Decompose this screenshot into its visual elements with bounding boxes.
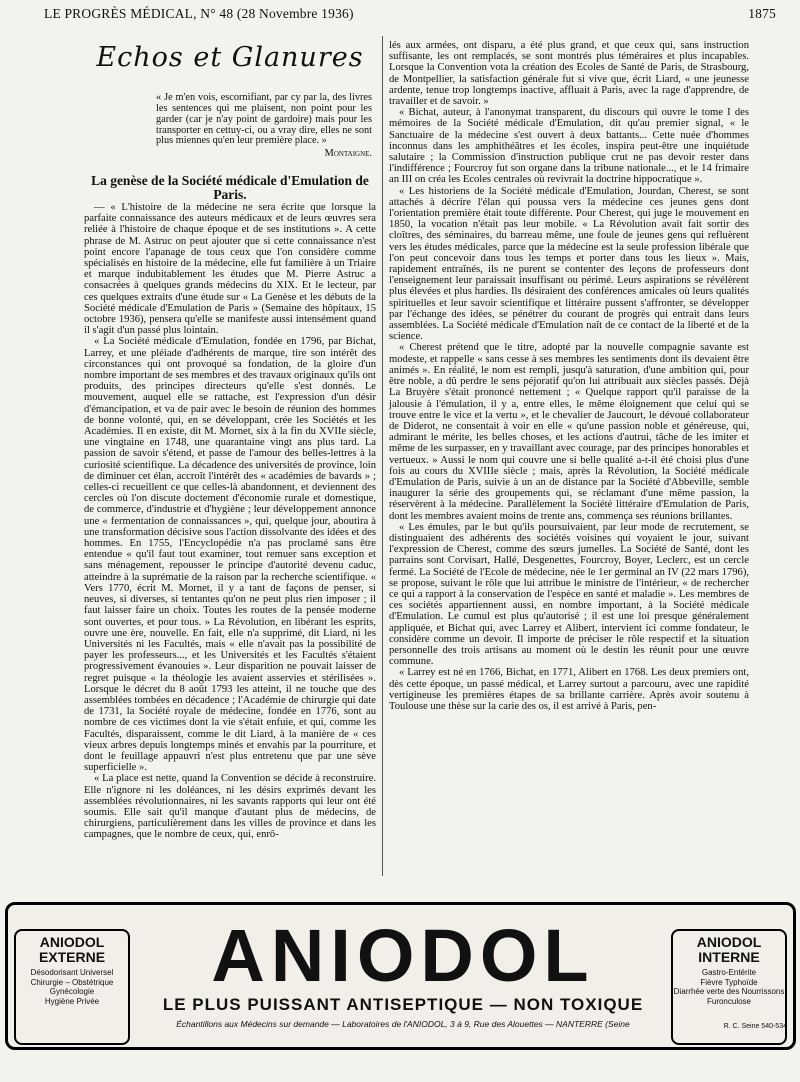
page-number: 1875 bbox=[748, 6, 776, 21]
running-header bbox=[44, 6, 780, 28]
left-column bbox=[84, 36, 376, 841]
article-paragraph: « Cherest prétend que le titre, adopté par la nouvelle compagnie savante est modeste, et rappelle « sans cesse à ses membres les sentiments dont ils devaient être animés ». En réalité, le nom est rempli, jusqu'à saturation, d'une ambition qui, pour être noble, a dû perdre le sens péjoratif qu'on lui attribuait aux siècles passés. Déjà La Bruyère s'était prononcé nettement ; « Quelque rapport qu'il paraisse de la jalousie à l'émulation, il y a, entre elles, le même éloignement que celui qui se trouve entre le vice et la vertu », et le chevalier de Jaucourt, le dévoué collaborateur de Diderot, ne consentait à voir en elle « qu'une passion noble et généreuse, qui, admirant le mérite, les belles choses, et les actions d'autrui, tâche de les imiter et même de les surpasser, en y travaillant avec courage, par des principes honorables et vertueux. » Aussi le nom qui couvre une si belle qualité a-t-il été choisi plus d'une fois au cours du XVIIIe siècle ; mais, après la Révolution, la Société médicale d'Emulation de Paris, suivie à un an de distance par la Société d'Abbeville, semble inaugurer la série des groupements qui, se réclamant d'une même passion, la réservèrent à la médecine. Parallèlement la Société littéraire d'Emulation de Paris, dont les membres avaient moins de trente ans, commença ses réunions brillantes. bbox=[389, 342, 749, 522]
ad-externe-item: Désodorisant Universel bbox=[30, 968, 114, 977]
ad-externe-box bbox=[14, 929, 130, 1045]
epigraph-text: « Je m'en vois, escornifiant, par cy par la, des livres les sentences qui me plaisent, non point pour les garder (car je n'ay point de gardoire) mais pour les transporter en cettuy-ci, ou a vray dire, elles ne sont plus miennes qu'en leur première place. » bbox=[156, 92, 372, 147]
right-column bbox=[389, 40, 749, 712]
epigraph-signature: Montaigne. bbox=[324, 148, 372, 160]
ad-externe-item: Gynécologie bbox=[49, 987, 95, 996]
article-title: La genèse de la Société médicale d'Emulation de Paris. bbox=[91, 172, 369, 202]
ad-externe-title: ANIODOL EXTERNE bbox=[38, 934, 106, 965]
article-paragraph: — « L'histoire de la médecine ne sera écrite que lorsque la parfaite connaissance des auteurs médicaux et de leurs œuvres sera reliée à l'histoire de chaque époque et de ses institutions ». A cette phrase de M. Astruc on peut ajouter que si cette connaissance n'est point encore l'apanage de tous ceux que l'on considère comme spécialisés en histoire de la médecine, elle fut familière à un Triaire et marque indubitablement les études que M. Pierre Astruc a consacrées à quelques grands médecins du XIX. Et le lecteur, par ces quelques extraits d'une étude sur « La Genèse et les débuts de la Société médicale d'Emulation de Paris » (Semaine des hôpitaux, 15 octobre 1936), pensera qu'elle se manifeste aussi intensément quand il s'agit d'un passé plus lointain. bbox=[84, 201, 376, 337]
article-paragraph: « Les historiens de la Société médicale d'Emulation, Jourdan, Cherest, se sont attachés à décrire l'élan qui poussa vers la médecine ces jeunes gens dont l'orientation première était toute différente. Pour Cherest, qui juge le mouvement en 1850, la vocation n'était pas leur mobile. « La Révolution avait fait sortir des cloîtres, des séminaires, du barreau même, une foule de jeunes gens qui refluèrent vers les études médicales, parce que la médecine est la seule profession libérale que l'on peut concevoir dans tous les temps et porter dans tous les lieux ». Mais, rapidement entraînés, ils ne purent se contenter des leçons de professeurs dont l'enseignement leur paraissait insuffisant ou périmé. Leurs aspirations se révélèrent plus élevées et plus hardies. Ils désiraient des conférences amicales où leurs qualités spirituelles et leur savoir scientifique et littéraire pussent s'affronter, se développer par l'échange des idées, se pénétrer du courant de progrès qui entrait dans leurs assemblées. La Société médicale d'Emulation naît de ce contact de la liberté et de la science. bbox=[389, 185, 749, 343]
running-title: LE PROGRÈS MÉDICAL, N° 48 (28 Novembre 1936) bbox=[44, 6, 354, 21]
ad-externe-item: Chirurgie – Obstétrique bbox=[30, 977, 114, 987]
ad-interne-item: Fièvre Typhoïde bbox=[700, 977, 758, 987]
article-paragraph: « Bichat, auteur, à l'anonymat transparent, du discours qui ouvre le tome I des mémoires de la Société médicale d'Emulation, dit qu'au premier signal, « le Sanctuaire de la médecine s'est ouvert à deux battants... Cette nuée d'hommes inconnus dans les amphithéâtres et les écoles, inspira peut-être une inquiétude salutaire ; la Commission d'instruction publique crut ne pas devoir rester dans l'indifférence ; Fourcroy fut son organe dans la tribune nationale..., et le 14 frimaire an III on créa les Ecoles centrales où revivrait la doctrine hippocratique ». bbox=[389, 107, 749, 186]
article-paragraph: lés aux armées, ont disparu, a été plus grand, et que ceux qui, sans instruction suffisante, les ont remplacés, se sont montrés plus téméraires et plus incapables. Lorsque la Convention vota la création des Ecoles de Santé de Paris, de Strasbourg, de Montpellier, la satisfaction générale fut si vive que, écrit Liard, « une jeunesse ardente, tenue trop longtemps inactive, affluait à Paris, avec la rage d'apprendre, de travailler et de savoir. » bbox=[389, 40, 749, 108]
aniodol-advertisement bbox=[5, 902, 796, 1050]
ad-interne-item: Furonculose bbox=[706, 996, 752, 1006]
column-divider bbox=[382, 36, 383, 876]
ad-externe-list bbox=[16, 968, 128, 1006]
article-paragraph: « Les émules, par le but qu'ils poursuivaient, par leur mode de recrutement, se distinguaient des adhérents des sociétés voisines qui voyaient le jour, suivant l'expression de Cherest, comme des sœurs jumelles. La Société de Santé, dont les parrains sont Corvisart, Hallé, Desgenettes, Fourcroy, Boyer, Leclerc, est un cercle fermé. La Société de l'Ecole de médecine, née le 1er germinal an IV (22 mars 1796), se propose, suivant le rôle que lui attribue le ministre de l'intérieur, « de rechercher ce qui a rapport à la conservation de l'espèce en santé et maladie ». Les membres de ces sociétés appartiennent aussi, en nombre important, à la Société médicale d'Emulation. Le cumul est plus qu'autorisé ; il est une loi presque généralement appliquée, et Bichat qui, avec Larrey et Alibert, intervient ici comme fondateur, le considère comme un devoir. Il importe de préciser le rôle respectif et la situation personnelle des trois artisans au moment où le destin les réunit pour une œuvre commune. bbox=[389, 521, 749, 668]
epigraph bbox=[156, 93, 372, 160]
ad-interne-item: Diarrhée verte des Nourrissons bbox=[673, 987, 785, 996]
article-paragraph: « La Société médicale d'Emulation, fondée en 1796, par Bichat, Larrey, et une pléiade d'adhérents de marque, tire son intérêt des circonstances qui ont provoqué sa fondation, de la gloire d'un nombre important de ses membres et des travaux originaux qu'ils ont produits, des principes directeurs qu'elle s'est donnés. Le mouvement, auquel elle se rattache, est l'expression d'un désir d'émancipation, et va de pair avec le besoin de réunion des hommes de bonne volonté, qui, en se développant, crée les Sociétés et les Académies. Il en existe, dit M. Mornet, six à la fin du XVIIe siècle, une vingtaine en 1748, une quarantaine vingt ans plus tard. La passion de savoir s'étend, et passe de l'amour des belles-lettres à la curiosité scientifique. La décadence des universités de province, loin de diminuer cet élan, accroît l'intérêt des « académies de bavards » ; celles-ci recueillent ce que celles-là abandonnent, et deviennent des cercles où l'on discute doctement d'économie rurale et domestique, de commerce, d'industrie et d'hygiène ; leur développement annonce une « fermentation de connaissances », qui, quelque jour, aboutira à une transformation décisive sous l'action dissolvante des idées et des hommes. En 1755, l'Encyclopédie n'a pas proclamé sans être entendue « qu'il faut tout examiner, tout remuer sans exception et sans ménagement, repousser le principe d'autorité devenu caduc, atteindre à la suprématie de la raison par la recherche scientifique. « Vers 1770, écrit M. Mornet, il y a tant de façons de penser, si neuves, si diverses, si tentantes qu'on ne peut plus rien imposer ; il faut laisser faire un choix. Toutes les routes de la pensée moderne sont ouvertes, et pour tous. » La Révolution, en libérant les esprits, ouvre une ère, nouvelle. En fait, elle n'a supprimé, dit Liard, ni les Universités ni les Facultés, mais « elle n'avait pas la possibilité de payer les professeurs..., et les Universités et les Facultés s'étaient progressivement évanouies ». Leur disparition ne pouvait laisser de regret puisque « la théologie les avaient asservies et stérilisées ». Lorsque le décret du 8 août 1793 les atteint, il ne touche que des assemblées tombées en décadence ; l'Académie de chirurgie qui date de 1731, la Société royale de médecine, fondée en 1776, sont au nombre de ces victimes dont la vie s'était enfuie, et qui, comme les Facultés, disparaissent, comme le dit Liard, à la manière de « ces vieux arbres depuis longtemps minés et envahis par la pourriture, et dont le feuillage appauvri n'est plus entretenu que par une sève superficielle ». bbox=[84, 336, 376, 774]
ad-footer: Échantillons aux Médecins sur demande — Laboratoires de l'ANIODOL, 3 à 9, Rue des Alouettes — NANTERRE (Seine bbox=[176, 1019, 630, 1029]
ad-registration: R. C. Seine 540-534 bbox=[723, 1023, 787, 1030]
ad-interne-title: ANIODOL INTERNE bbox=[696, 934, 762, 965]
article-paragraph: « La place est nette, quand la Convention se décide à reconstruire. Elle n'ignore ni les doléances, ni les désirs exprimés devant les assemblées révolutionnaires, ni les savants rapports qui leur ont été soumis. Elle sait qu'il manque d'autant plus de médecins, de chirurgiens, particulièrement dans les villes de province et dans les campagnes, que le nombre de ceux, qui, enrô- bbox=[84, 773, 376, 841]
ad-interne-item: Gastro-Entérite bbox=[701, 968, 757, 977]
ad-externe-item: Hygiène Privée bbox=[44, 996, 100, 1006]
ad-tagline: LE PLUS PUISSANT ANTISEPTIQUE — NON TOXIQUE bbox=[162, 995, 644, 1014]
article-paragraph: « Larrey est né en 1766, Bichat, en 1771, Alibert en 1768. Les deux premiers ont, dès cette époque, un passé médical, et Larrey surtout a parcouru, avec une rapidité vertigineuse les premières étapes de sa brillante carrière. Après avoir soutenu à Toulouse une thèse sur la carie des os, il est arrivé à Paris, pen- bbox=[389, 667, 749, 712]
ad-interne-list bbox=[673, 968, 785, 1006]
section-title: Echos et Glanures bbox=[96, 42, 364, 73]
ad-brand-name: ANIODOL bbox=[211, 914, 595, 997]
